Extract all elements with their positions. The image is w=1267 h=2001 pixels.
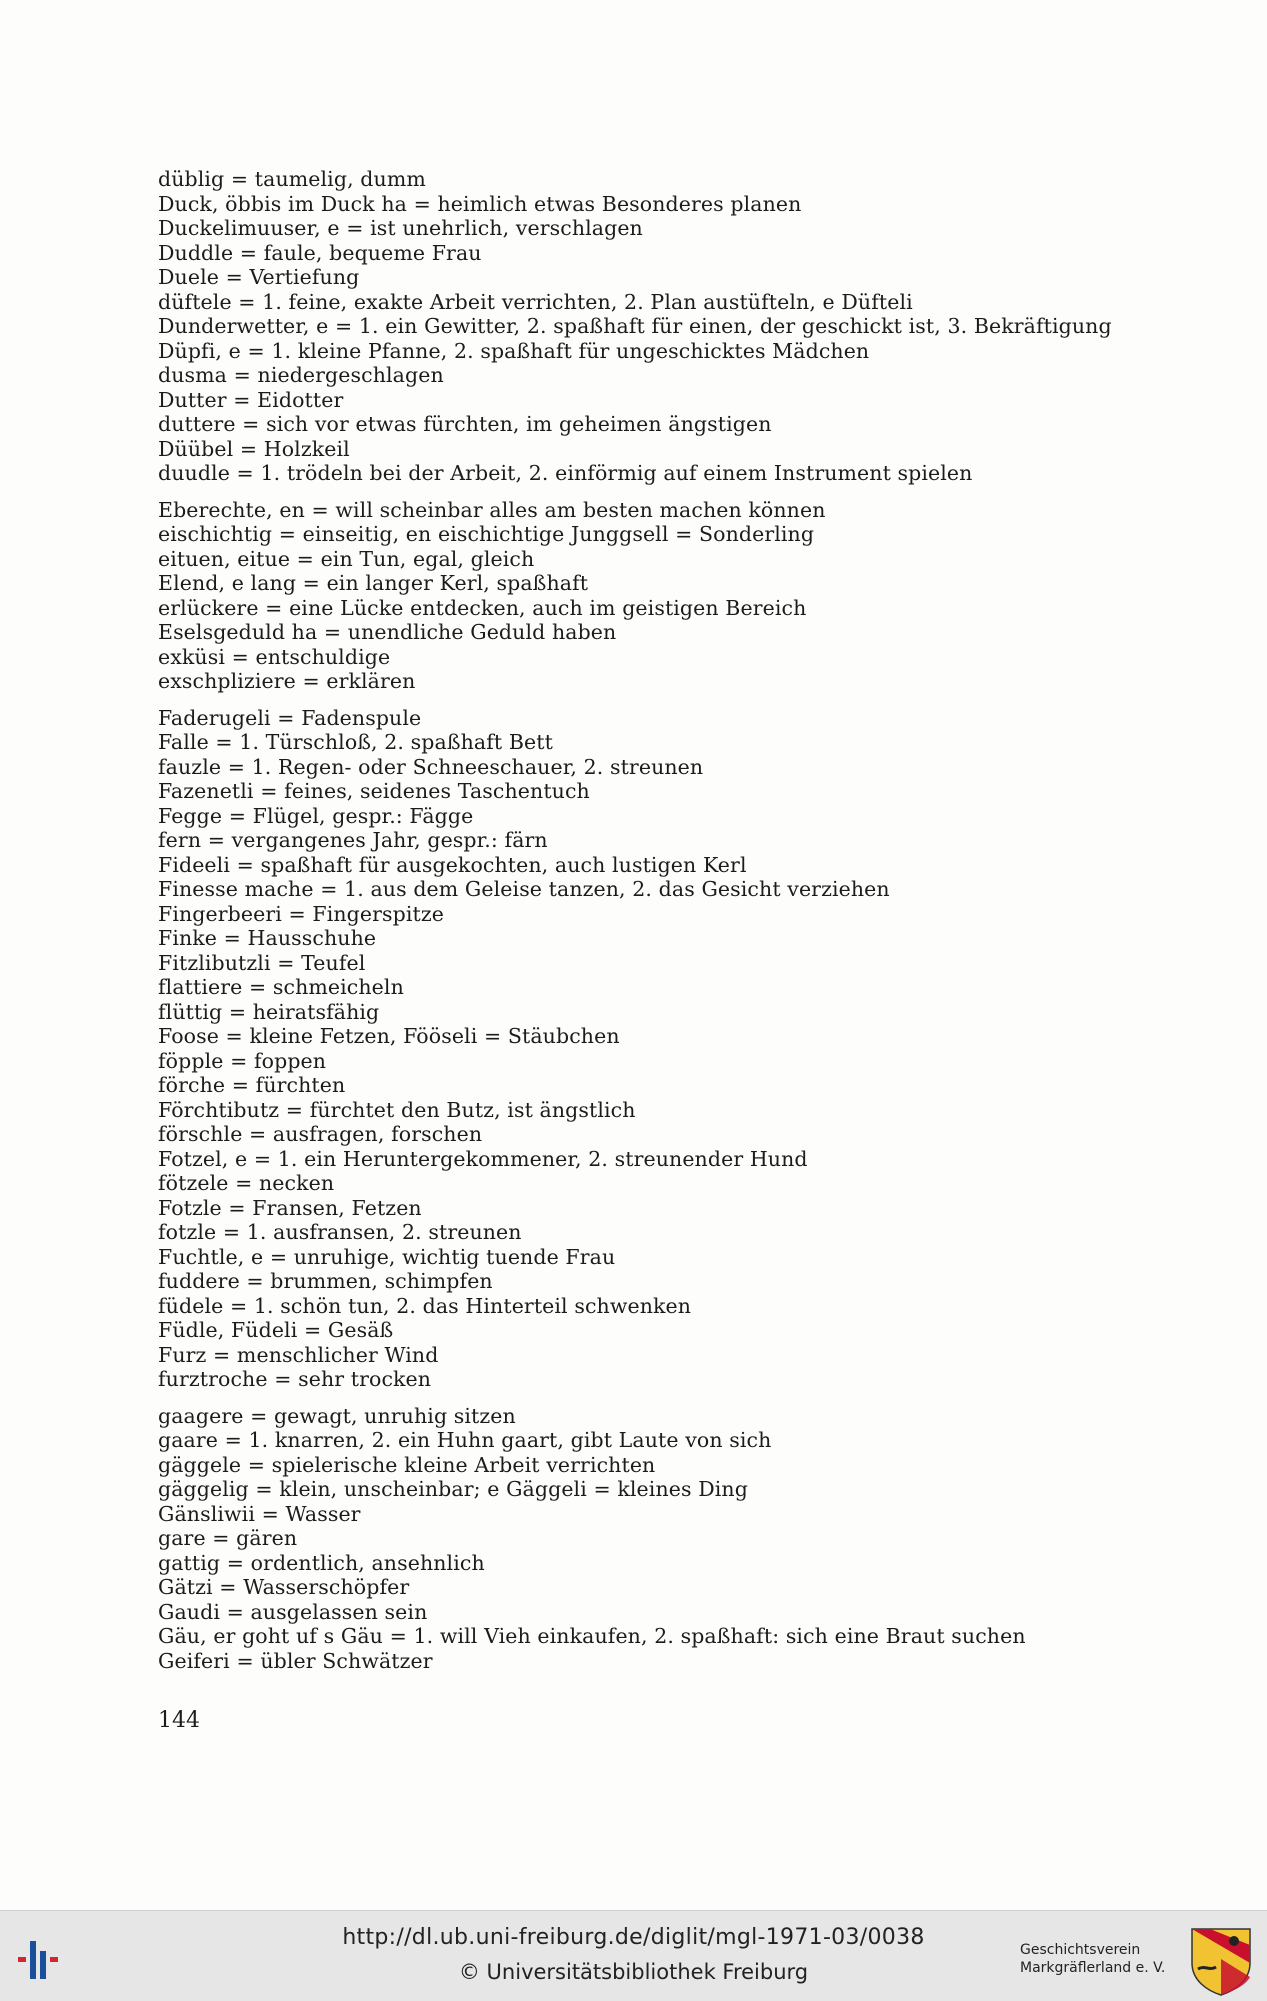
- glossary-entry: Fazenetli = feines, seidenes Taschentuch: [158, 779, 590, 803]
- glossary-entry: Foose = kleine Fetzen, Fööseli = Stäubchen: [158, 1024, 620, 1048]
- glossary-entry: Fideeli = spaßhaft für ausgekochten, auch lustigen Kerl: [158, 852, 747, 877]
- glossary-section: [158, 1404, 1158, 1674]
- glossary-entry: flüttig = heiratsfähig: [158, 999, 380, 1024]
- glossary-entry: eituen, eitue = ein Tun, egal, gleich: [158, 546, 535, 571]
- glossary-entry: fuddere = brummen, schimpfen: [158, 1269, 493, 1293]
- glossary-entry: erlückere = eine Lücke entdecken, auch im geistigen Bereich: [158, 595, 807, 620]
- glossary-entry: fern = vergangenes Jahr, gespr.: färn: [158, 828, 548, 852]
- glossary-entry: Duck, öbbis im Duck ha = heimlich etwas Besonderes planen: [158, 191, 802, 216]
- glossary-entry: förschle = ausfragen, forschen: [158, 1122, 483, 1146]
- glossary-entry: Förchtibutz = fürchtet den Butz, ist ängstlich: [158, 1097, 636, 1122]
- glossary-entry: Dutter = Eidotter: [158, 387, 344, 412]
- society-name-line2: Markgräflerland e. V.: [1020, 1960, 1166, 1976]
- glossary-section: [158, 498, 1158, 694]
- glossary-entry: Fotzel, e = 1. ein Heruntergekommener, 2. streunender Hund: [158, 1146, 808, 1171]
- glossary-entry: Duele = Vertiefung: [158, 265, 360, 289]
- glossary-entry: Fegge = Flügel, gespr.: Fägge: [158, 803, 474, 828]
- glossary-entry: Geiferi = übler Schwätzer: [158, 1648, 433, 1673]
- glossary-entry: duttere = sich vor etwas fürchten, im geheimen ängstigen: [158, 412, 772, 436]
- glossary-entry: Düübel = Holzkeil: [158, 436, 350, 461]
- glossary-text: [158, 167, 1158, 1673]
- glossary-entry: Faderugeli = Fadenspule: [158, 705, 422, 730]
- glossary-entry: Duddle = faule, bequeme Frau: [158, 240, 482, 265]
- glossary-entry: Finke = Hausschuhe: [158, 926, 377, 950]
- coat-of-arms-icon: [1188, 1925, 1254, 1997]
- glossary-entry: dusma = niedergeschlagen: [158, 363, 444, 387]
- glossary-entry: exküsi = entschuldige: [158, 644, 391, 669]
- glossary-entry: Eberechte, en = will scheinbar alles am besten machen können: [158, 497, 826, 522]
- glossary-entry: fauzle = 1. Regen- oder Schneeschauer, 2. streunen: [158, 754, 704, 779]
- document-url[interactable]: http://dl.ub.uni-freiburg.de/diglit/mgl-1971-03/0038: [342, 1925, 925, 1950]
- society-name: [1020, 1941, 1180, 1977]
- glossary-entry: furztroche = sehr trocken: [158, 1367, 432, 1391]
- glossary-entry: Falle = 1. Türschloß, 2. spaßhaft Bett: [158, 730, 553, 754]
- glossary-entry: fötzele = necken: [158, 1171, 335, 1195]
- glossary-entry: gaare = 1. knarren, 2. ein Huhn gaart, gibt Laute von sich: [158, 1428, 772, 1452]
- glossary-section: [158, 706, 1158, 1392]
- glossary-entry: Gaudi = ausgelassen sein: [158, 1599, 428, 1624]
- glossary-entry: eischichtig = einseitig, en eischichtige Junggsell = Sonderling: [158, 522, 815, 546]
- glossary-entry: Duckelimuuser, e = ist unehrlich, verschlagen: [158, 216, 643, 240]
- glossary-entry: Fingerbeeri = Fingerspitze: [158, 901, 444, 926]
- glossary-entry: Fotzle = Fransen, Fetzen: [158, 1195, 422, 1220]
- glossary-entry: Finesse mache = 1. aus dem Geleise tanzen, 2. das Gesicht verziehen: [158, 877, 890, 901]
- glossary-entry: gäggele = spielerische kleine Arbeit verrichten: [158, 1452, 656, 1477]
- glossary-entry: Gäu, er goht uf s Gäu = 1. will Vieh einkaufen, 2. spaßhaft: sich eine Braut suchen: [158, 1624, 1026, 1648]
- glossary-entry: Fuchtle, e = unruhige, wichtig tuende Frau: [158, 1244, 616, 1269]
- glossary-entry: Fitzlibutzli = Teufel: [158, 950, 366, 975]
- glossary-entry: förche = fürchten: [158, 1073, 346, 1097]
- glossary-entry: gattig = ordentlich, ansehnlich: [158, 1550, 485, 1575]
- glossary-entry: Furz = menschlicher Wind: [158, 1342, 439, 1367]
- glossary-entry: düblig = taumelig, dumm: [158, 167, 426, 191]
- viewer-footer: [0, 1910, 1267, 2001]
- society-name-line1: Geschichtsverein: [1020, 1942, 1141, 1958]
- glossary-entry: föpple = foppen: [158, 1048, 327, 1073]
- glossary-section: [158, 167, 1158, 486]
- glossary-entry: Elend, e lang = ein langer Kerl, spaßhaft: [158, 571, 589, 595]
- glossary-entry: Gätzi = Wasserschöpfer: [158, 1575, 410, 1599]
- glossary-entry: duudle = 1. trödeln bei der Arbeit, 2. einförmig auf einem Instrument spielen: [158, 461, 973, 485]
- glossary-entry: Gänsliwii = Wasser: [158, 1501, 361, 1526]
- glossary-entry: Dunderwetter, e = 1. ein Gewitter, 2. spaßhaft für einen, der geschickt ist, 3. Bekräftigung: [158, 314, 1112, 338]
- glossary-entry: exschpliziere = erklären: [158, 669, 416, 693]
- copyright-notice: © Universitätsbibliothek Freiburg: [458, 1960, 809, 1984]
- glossary-entry: gare = gären: [158, 1526, 298, 1550]
- glossary-entry: Eselsgeduld ha = unendliche Geduld haben: [158, 620, 617, 644]
- glossary-entry: Düpfi, e = 1. kleine Pfanne, 2. spaßhaft für ungeschicktes Mädchen: [158, 338, 870, 363]
- page-number: 144: [158, 1708, 200, 1733]
- glossary-entry: gaagere = gewagt, unruhig sitzen: [158, 1403, 516, 1428]
- glossary-entry: gäggelig = klein, unscheinbar; e Gäggeli = kleines Ding: [158, 1477, 748, 1501]
- glossary-entry: düftele = 1. feine, exakte Arbeit verrichten, 2. Plan austüfteln, e Düfteli: [158, 289, 913, 314]
- glossary-entry: Füdle, Füdeli = Gesäß: [158, 1318, 394, 1342]
- glossary-entry: flattiere = schmeicheln: [158, 975, 404, 999]
- glossary-entry: fotzle = 1. ausfransen, 2. streunen: [158, 1220, 522, 1244]
- glossary-entry: füdele = 1. schön tun, 2. das Hinterteil schwenken: [158, 1293, 692, 1318]
